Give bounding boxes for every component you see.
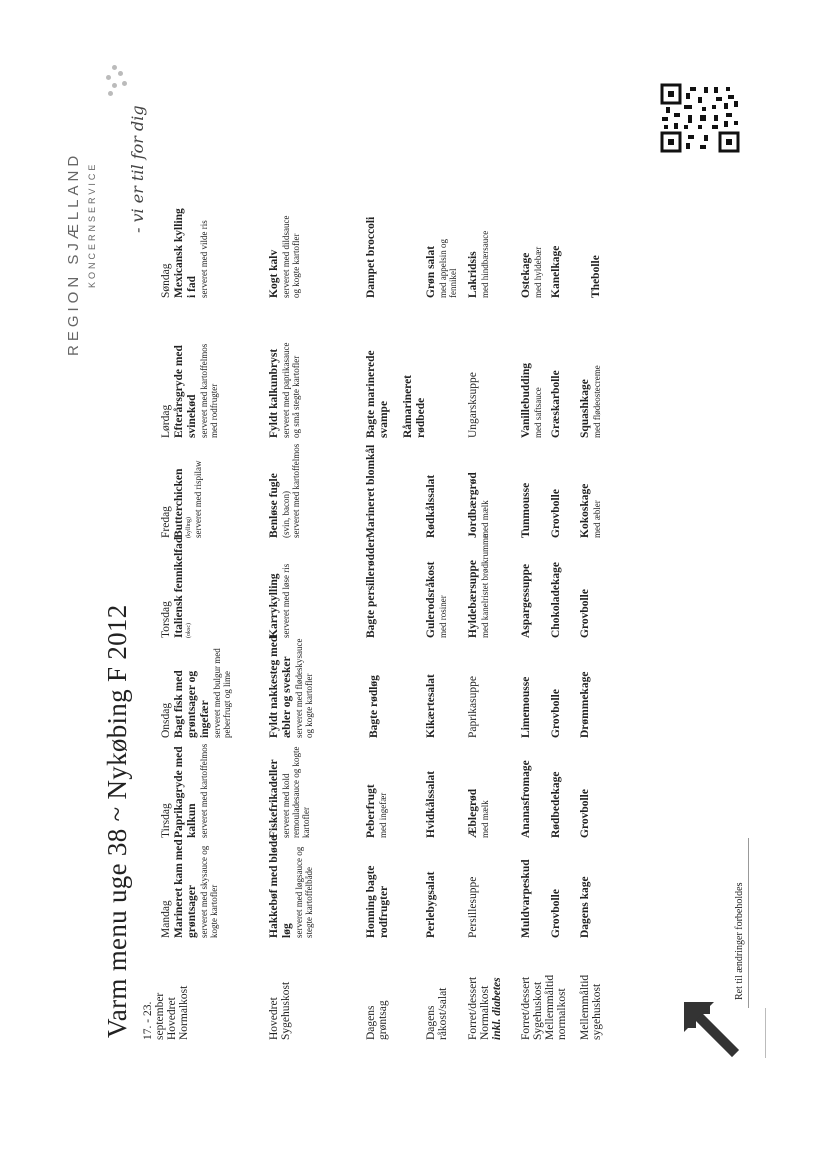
hospital-side: serveret med dildsauce og kogte kartofler: [281, 215, 301, 298]
hospital-side: serveret med løgsauce og stegte kartoffelbåde: [294, 846, 314, 938]
snack2-cell-onsdag: Drømmekage: [579, 671, 591, 738]
hospital-dish: Fyldt nakkesteg med æbler og svesker: [268, 635, 293, 738]
hospital-side-top: (svin, bacon): [281, 491, 291, 538]
day-column-mandag: [160, 834, 219, 938]
snack2-cell-lordag: [579, 334, 602, 438]
main-side: serveret med kartoffelmos: [199, 743, 209, 838]
row-label-starter-hospital: Forret/dessert Sygehuskost Mellemmåltid normalkost: [520, 974, 568, 1040]
hospital-side: serveret med flødeskysauce og kogte kartofler: [294, 638, 314, 738]
starter-side: med mælk: [480, 800, 490, 838]
snack-cell-lordag: Græskarbolle: [550, 370, 562, 438]
dessert-cell-lordag: [520, 334, 543, 438]
main-dish: Marineret kam med grøntsager: [173, 839, 198, 938]
hospital-side: serveret med paprikasauce og små stegte kartofler: [281, 342, 301, 438]
veg-cell-tirsdag: [365, 734, 388, 838]
starter-cell-sondag: [467, 208, 490, 298]
starter-cell-tirsdag: [467, 734, 490, 838]
starter-cell-mandag: Persillesuppe: [467, 876, 479, 938]
hospital-dish: Fiskefrikadeller: [268, 759, 280, 838]
snack2-cell-sondag: Thebolle: [590, 255, 602, 298]
main-side: serveret med skysauce og kogte kartofler: [199, 845, 219, 938]
snack-cell-fredag: Grovbolle: [550, 489, 562, 538]
veg-cell-sondag: Dampet broccoli: [365, 216, 377, 298]
veg-cell-fredag: Marineret blomkål: [365, 444, 377, 538]
day-name: Lørdag: [160, 404, 172, 438]
snack2-dish: Kokoskage: [579, 483, 591, 538]
salad-cell-sondag: [425, 208, 458, 298]
footer-rule: [748, 838, 749, 1008]
snack2-cell-fredag: [579, 434, 602, 538]
dessert-cell-mandag: Muldvarpeskud: [520, 859, 532, 938]
snack2-cell-tirsdag: Grovbolle: [579, 789, 591, 838]
hospital-dish: Kogt kalv: [268, 249, 280, 298]
day-column-sondag: [160, 208, 209, 298]
hospital-dish: Benløse fugle: [268, 473, 280, 538]
salad-cell-lordag: Råmarineret rødbede: [402, 374, 427, 438]
snack2-cell-mandag: Dagens kage: [579, 876, 591, 938]
hospital-side: serveret med løse ris: [281, 563, 291, 638]
day-column-onsdag: [160, 634, 232, 738]
dessert-side: med hyldebær: [533, 246, 543, 298]
salad-cell-onsdag: Kikærtesalat: [425, 674, 437, 738]
brand-region: REGION SJÆLLAND: [65, 151, 82, 356]
starter-cell-lordag: Ungarsksuppe: [467, 372, 479, 438]
snack-cell-onsdag: Grovbolle: [550, 689, 562, 738]
dessert-side: med saftsauce: [533, 387, 543, 438]
main-tiny: (oksc): [186, 623, 192, 638]
snack-cell-sondag: Kanelkage: [550, 245, 562, 298]
day-name: Onsdag: [160, 702, 172, 738]
day-name: Torsdag: [160, 601, 172, 638]
row-label-normal: 17. - 23. september Hovedret Normalkost: [142, 985, 190, 1040]
row-label-snack-hospital: Mellemmåltid sygehuskost: [579, 974, 603, 1040]
brand-dept: KONCERNSERVICE: [87, 161, 97, 288]
main-side: serveret med vilde ris: [199, 220, 209, 298]
dessert-cell-onsdag: Limemousse: [520, 676, 532, 738]
salad-side: med rosiner: [438, 595, 448, 638]
row-label-starter-normal: Forret/dessert Normalkost inkl. diabetes: [467, 976, 503, 1040]
veg-cell-lordag: Bagte marinerede svampe: [365, 350, 390, 438]
hospital-cell-mandag: [268, 834, 314, 938]
veg-cell-torsdag: Bagte persillerødder: [365, 537, 377, 638]
dessert-cell-sondag: [520, 208, 543, 298]
qr-code-icon: [660, 83, 740, 153]
snack2-side: med flødeostecreme: [592, 365, 602, 438]
day-name: Fredag: [160, 506, 172, 538]
hospital-dish: Hakkebøf med bløde løg: [268, 835, 293, 938]
dessert-cell-tirsdag: Ananasfromage: [520, 760, 532, 838]
hospital-cell-fredag: [268, 434, 301, 538]
dessert-dish: Ostekage: [520, 252, 532, 298]
starter-dish: Æblegrød: [467, 788, 479, 838]
main-dish: Efterårsgryde med svinekød: [173, 345, 198, 438]
hospital-cell-onsdag: [268, 634, 314, 738]
dessert-cell-torsdag: Aspargessuppe: [520, 563, 532, 638]
row-label-salad: Dagens råkost/salat: [425, 987, 449, 1040]
arrow-logo-icon: [680, 998, 740, 1058]
snack2-cell-torsdag: Grovbolle: [579, 589, 591, 638]
snack2-side: med æbler: [592, 500, 602, 538]
veg-cell-onsdag: Bagte rødløg: [368, 675, 380, 738]
salad-side: med appelsin og fennikel: [438, 239, 458, 298]
main-dish: Italiensk fennikelfad: [173, 536, 185, 638]
salad-dish: Gulerodsråkost: [425, 561, 437, 638]
starter-dish: Lakridsis: [467, 251, 479, 298]
main-side: serveret med bulgur med peberfrugt og lime: [212, 648, 232, 738]
brand-slogan: - vi er til for dig: [128, 105, 147, 233]
starter-dish: Hyldebærsuppe: [467, 560, 479, 638]
day-column-fredag: [160, 434, 203, 538]
starter-cell-torsdag: [467, 534, 490, 638]
starter-side: med mælk: [480, 500, 490, 538]
main-dish: Bagt fisk med grøntsager og ingefær: [173, 670, 211, 738]
day-name: Søndag: [160, 263, 172, 298]
starter-dish: Jordbærgrød: [467, 472, 479, 538]
day-column-lordag: [160, 334, 219, 438]
salad-cell-fredag: Rødkålssalat: [425, 474, 437, 538]
hospital-dish: Fyldt kalkunbryst: [268, 348, 280, 438]
dessert-cell-fredag: Tunmousse: [520, 482, 532, 538]
day-name: Mandag: [160, 900, 172, 938]
hospital-dish: Karrykylling: [268, 573, 280, 638]
salad-cell-torsdag: [425, 534, 448, 638]
footer-note: Ret til ændringer forbeholdes: [734, 882, 745, 1000]
hospital-cell-tirsdag: [268, 734, 311, 838]
snack-cell-torsdag: Chokoladekage: [550, 561, 562, 638]
starter-side: med kanelristet brødkrumme: [480, 534, 490, 638]
day-column-tirsdag: [160, 734, 209, 838]
salad-dish: Grøn salat: [425, 245, 437, 298]
hospital-cell-torsdag: [268, 534, 291, 638]
main-dish: Paprikagryde med kalkun: [173, 746, 198, 838]
dessert-dish: Vanillebudding: [520, 362, 532, 438]
hospital-cell-lordag: [268, 334, 301, 438]
footer-rule-2: [765, 1008, 766, 1058]
starter-side: med hindbærsauce: [480, 230, 490, 298]
main-tiny: (kylling): [186, 517, 192, 538]
salad-cell-tirsdag: Hvidkålssalat: [425, 770, 437, 838]
row-label-hospital: Hovedret Sygehuskost: [268, 981, 292, 1040]
row-label-veg: Dagens grøntsag: [365, 1000, 389, 1040]
main-side: serveret med kartoffelmos med rodfrugter: [199, 343, 219, 438]
main-dish: Butterchicken: [173, 468, 185, 538]
salad-cell-mandag: Perlebygsalat: [425, 871, 437, 938]
hospital-cell-sondag: [268, 208, 301, 298]
starter-cell-fredag: [467, 434, 490, 538]
hospital-side: serveret med kartoffelmos: [291, 443, 301, 538]
day-column-torsdag: [160, 534, 193, 638]
veg-side: med ingefær: [378, 792, 388, 838]
snack-cell-tirsdag: Rødbedekage: [550, 771, 562, 838]
veg-dish: Peberfrugt: [365, 784, 377, 838]
snack2-dish: Squashkage: [579, 379, 591, 438]
main-dish: Mexicansk kylling i fad: [173, 208, 198, 298]
starter-cell-onsdag: Paprikasuppe: [467, 676, 479, 738]
page-title: Varm menu uge 38 ~ Nykøbing F 2012: [102, 604, 132, 1038]
hospital-side: serveret med kold remouladesauce og kogte kartofler: [281, 746, 311, 838]
snack-cell-mandag: Grovbolle: [550, 889, 562, 938]
main-side: serveret med rispilaw: [193, 460, 203, 538]
day-name: Tirsdag: [160, 803, 172, 838]
veg-cell-mandag: Honning bagte rodfrugter: [365, 865, 390, 938]
